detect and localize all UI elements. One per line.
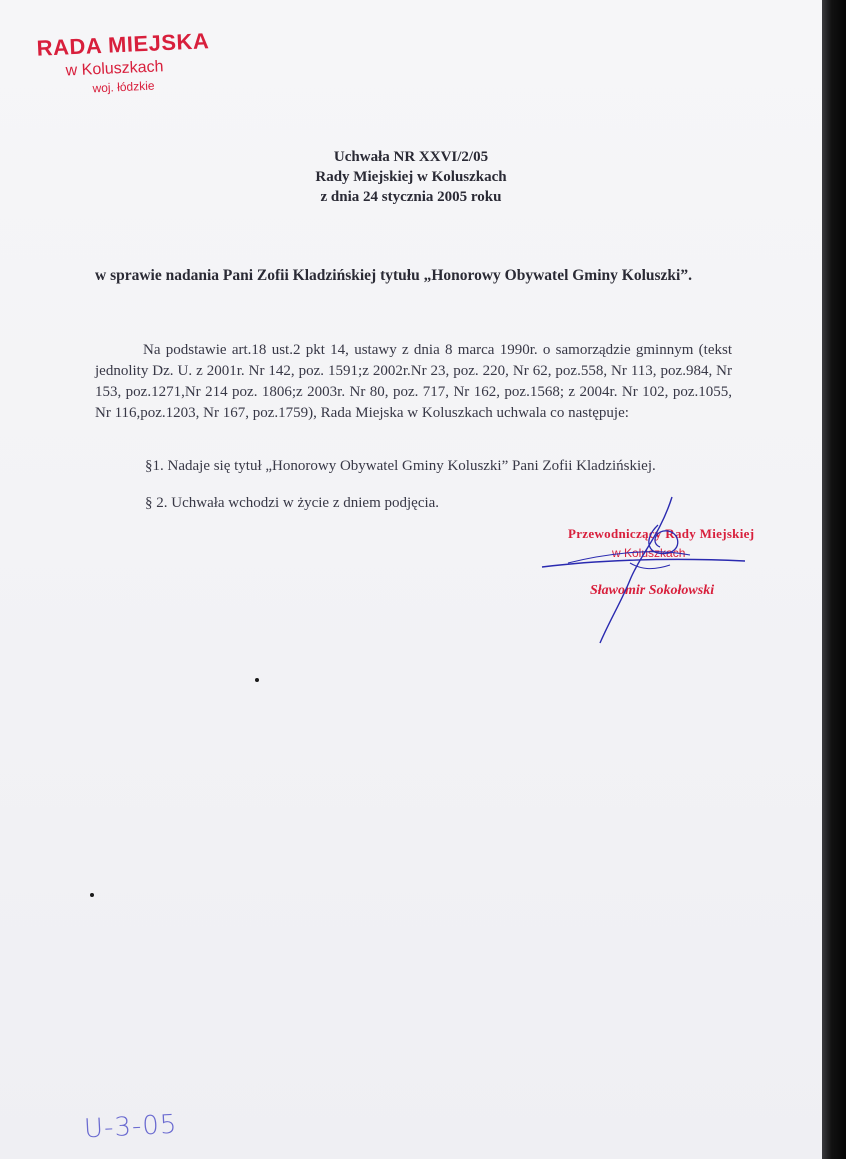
chairman-title: Przewodniczący Rady Miejskiej bbox=[568, 526, 755, 541]
handwritten-note: U-3-05 bbox=[83, 1109, 179, 1145]
heading-line-3: z dnia 24 stycznia 2005 roku bbox=[320, 189, 502, 205]
council-stamp bbox=[30, 23, 233, 102]
legal-basis: Na podstawie art.18 ust.2 pkt 14, ustawy z dnia 8 marca 1990r. o samorządzie gminnym (tekst jednolity Dz. U. z 2001r. Nr 142, poz. 1591;z 2002r.Nr 23, poz. 220, Nr 62, poz.558, Nr 113, poz.984, Nr 153, poz.1271,Nr 214 poz. 1806;z 2003r. Nr 80, poz. 717, Nr 162, poz.1568; z 2004r. Nr 102, poz.1055, Nr 116,poz.1203, Nr 167, poz.1759), Rada Miejska w Koluszkach uchwala co następuje: bbox=[95, 342, 732, 421]
stamp-line-1: RADA MIEJSKA bbox=[36, 28, 210, 61]
resolution-subject: w sprawie nadania Pani Zofii Kladzińskiej tytułu „Honorowy Obywatel Gminy Koluszki”. bbox=[95, 267, 692, 284]
heading-line-1: Uchwała NR XXVI/2/05 bbox=[333, 149, 489, 165]
heading-line-2: Rady Miejskiej w Koluszkach bbox=[315, 169, 507, 185]
resolution-heading bbox=[0, 147, 822, 207]
ink-speck bbox=[90, 893, 94, 897]
paragraph-1: §1. Nadaje się tytuł „Honorowy Obywatel Gminy Koluszki” Pani Zofii Kladzińskiej. bbox=[145, 458, 656, 474]
handwritten-signature bbox=[530, 495, 770, 655]
paragraph-2: § 2. Uchwała wchodzi w życie z dniem podjęcia. bbox=[145, 495, 440, 511]
ink-speck bbox=[255, 678, 259, 682]
stamp-line-3: woj. łódzkie bbox=[92, 78, 155, 96]
chairman-place: w Koluszkach bbox=[612, 546, 686, 560]
scan-border bbox=[822, 0, 846, 1159]
chairman-name: Sławomir Sokołowski bbox=[590, 583, 715, 598]
stamp-line-2: w Koluszkach bbox=[65, 58, 164, 80]
